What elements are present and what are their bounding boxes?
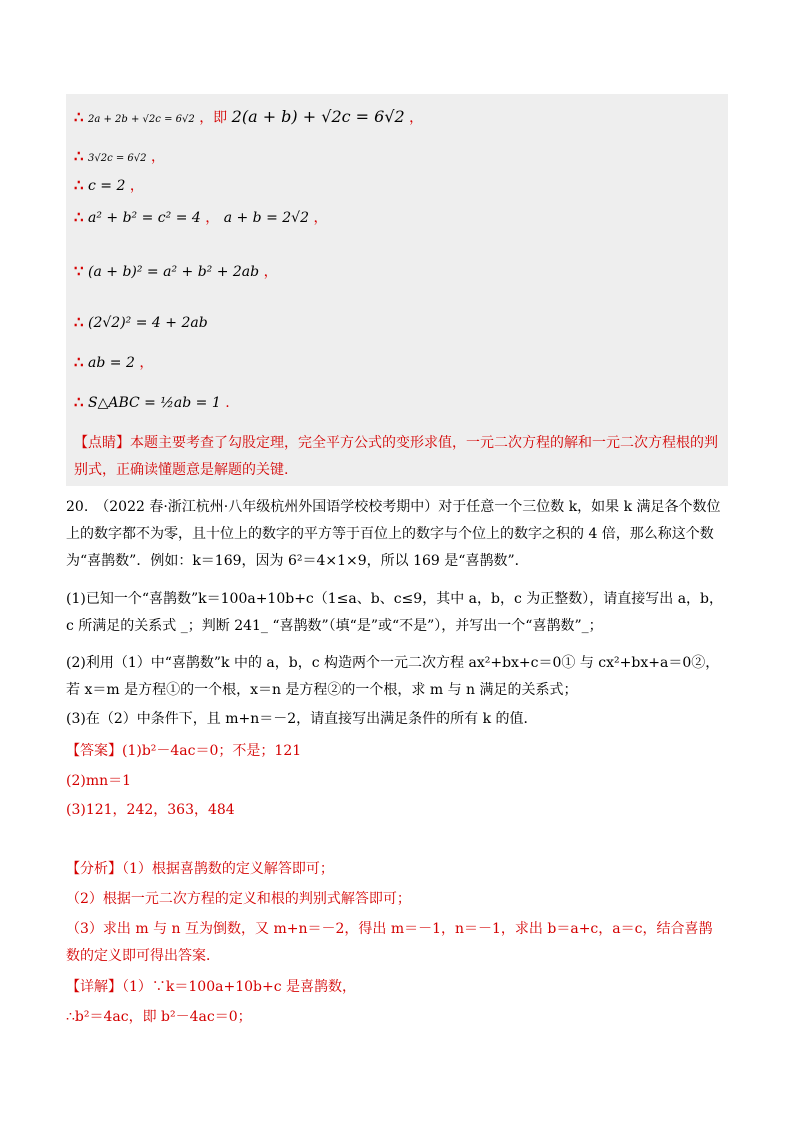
step-7: ∴ ab = 2 ， [74,353,154,371]
detail-2: ∴b²＝4ac，即 b²－4ac＝0； [66,1009,252,1025]
dianjing-note: 【点睛】本题主要考查了勾股定理，完全平方公式的变形求值，一元二次方程的解和一元二次方程根的判别式，正确读懂题意是解题的关键. [74,435,718,478]
question-20-part-1: (1)已知一个“喜鹊数”k＝100a+10b+c（1≤a、b、c≤9，其中 a，b，c 为正整数），请直接写出 a，b，c 所满足的关系式 _；判断 241_ “喜鹊数”（填“是”或“不是”），并写出一个“喜鹊数”_； [66,591,724,634]
question-20-part-2: (2)利用（1）中“喜鹊数”k 中的 a，b，c 构造两个一元二次方程 ax²+bx+c＝0① 与 cx²+bx+a＝0②，若 x＝m 是方程①的一个根，x＝n 是方程②的一个根，求 m 与 n 满足的关系式； [66,655,720,698]
step-2: ∴ 3√2c = 6√2 ， [74,147,165,165]
answer-1: 【答案】(1)b²－4ac＝0；不是；121 [66,743,302,759]
step-8: ∴ S△ABC = ½ab = 1 . [74,393,230,411]
step-1: ∴ 2a + 2b + √2c = 6√2 ，即 2(a + b) + √2c = 6√2 ， [74,107,424,126]
solution-block [66,94,728,486]
detail-1: 【详解】（1）∵k＝100a+10b+c 是喜鹊数， [66,979,356,995]
step-5: ∵ (a + b)² = a² + b² + 2ab ， [74,262,278,280]
answer-3: (3)121，242，363，484 [66,802,235,818]
step-3: ∴ c = 2 ， [74,176,144,194]
analysis-2: （2）根据一元二次方程的定义和根的判别式解答即可； [66,891,411,907]
step-6: ∴ (2√2)² = 4 + 2ab [74,313,208,331]
answer-2: (2)mn＝1 [66,773,132,789]
analysis-3: （3）求出 m 与 n 互为倒数，又 m+n＝－2，得出 m＝－1，n＝－1，求出 b＝a+c，a＝c，结合喜鹊数的定义即可得出答案． [66,921,713,964]
analysis-1: 【分析】（1）根据喜鹊数的定义解答即可； [66,861,334,877]
question-20-part-3: (3)在（2）中条件下，且 m+n＝－2，请直接写出满足条件的所有 k 的值． [66,711,538,727]
step-4: ∴ a² + b² = c² = 4 ， a + b = 2√2 ， [74,208,328,226]
question-20-stem: 20. （2022 春·浙江杭州·八年级杭州外国语学校校考期中）对于任意一个三位数 k，如果 k 满足各个数位上的数字都不为零，且十位上的数字的平方等于百位上的数字与个位上的数字之积的 4 倍，那么称这个数为“喜鹊数”．例如：k＝169，因为 6²＝4×1×9，所以 169 是“喜鹊数”． [66,499,721,569]
